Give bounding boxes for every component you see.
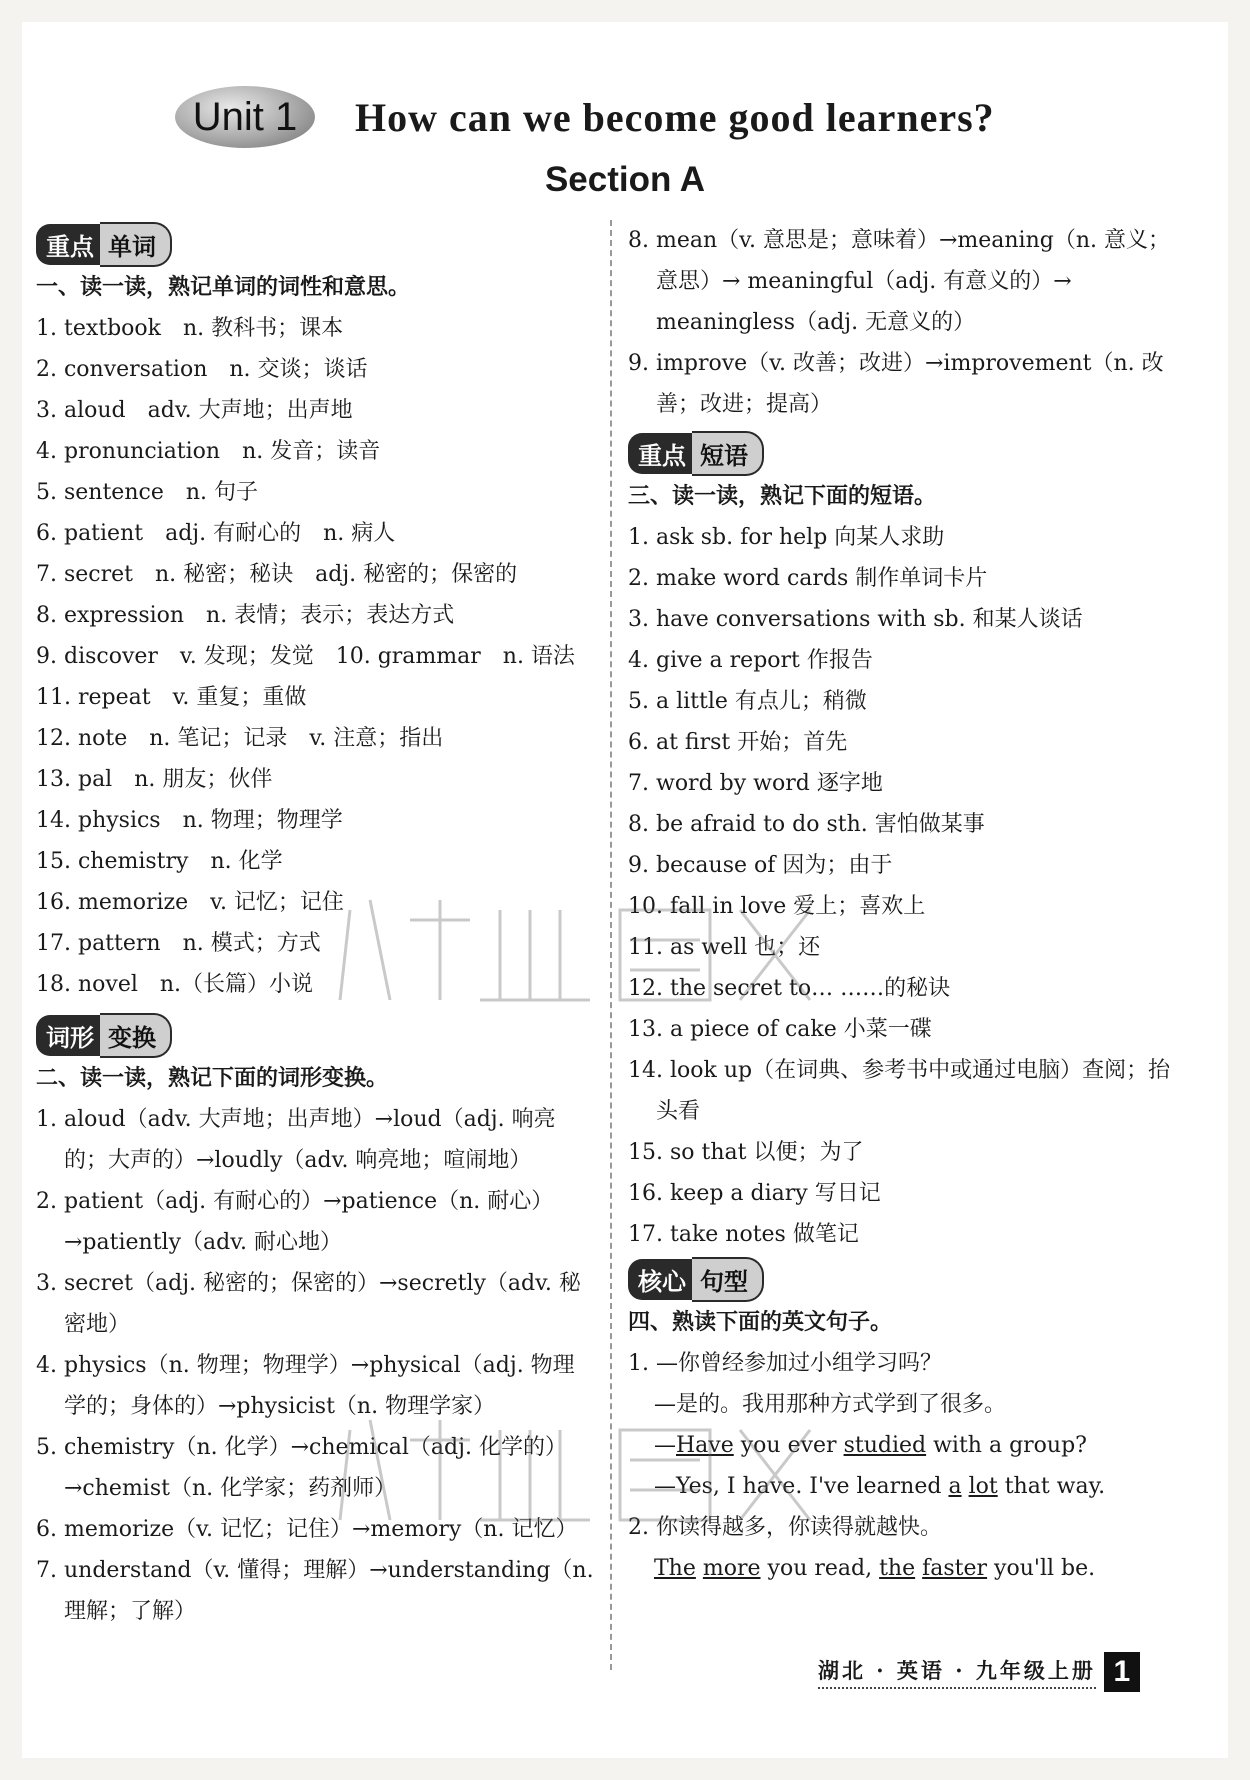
vocab-item: 11. repeat v. 重复；重做 [36, 685, 307, 710]
forms-item: 1. aloud（adv. 大声地；出声地）→loud（adj. 响亮的；大声的）→loudly（adv. 响亮地；喧闹地） [36, 1107, 556, 1173]
forms-item: 5. chemistry（n. 化学）→chemical（adj. 化学的）→chemist（n. 化学家；药剂师） [36, 1435, 567, 1501]
forms-item: 6. memorize（v. 记忆；记住）→memory（n. 记忆） [36, 1517, 578, 1542]
phrase-item: 13. a piece of cake 小菜一碟 [628, 1017, 932, 1042]
watermark-mark-lower [330, 1400, 830, 1540]
vocab-tag-part-b: 单词 [100, 222, 172, 267]
section-title: Section A [544, 160, 706, 199]
forms-item: 8. mean（v. 意思是；意味着）→meaning（n. 意义；意思）→ meaningful（adj. 有意义的）→ meaningless（adj. 无意义的） [628, 228, 1170, 335]
phrase-item: 9. because of 因为；由于 [628, 853, 893, 878]
unit-badge: Unit 1 [175, 86, 315, 148]
forms-tag-part-a: 词形 [36, 1015, 100, 1056]
underlined-word: the [879, 1556, 916, 1581]
vocab-item: 13. pal n. 朋友；伙伴 [36, 767, 273, 792]
vocab-item: 5. sentence n. 句子 [36, 480, 258, 505]
phrases-section-tag [628, 433, 764, 473]
text-fragment: you read, [760, 1556, 880, 1581]
phrases-tag-part-b: 短语 [692, 431, 764, 476]
vocab-item: 7. secret n. 秘密；秘诀 adj. 秘密的；保密的 [36, 562, 518, 587]
phrase-item: 5. a little 有点儿；稍微 [628, 689, 867, 714]
vocab-item: 8. expression n. 表情；表示；表达方式 [36, 603, 455, 628]
underlined-word: The [654, 1556, 696, 1581]
phrase-item: 11. as well 也；还 [628, 935, 821, 960]
vocab-item: 17. pattern n. 模式；方式 [36, 931, 321, 956]
watermark-mark-upper [330, 880, 830, 1020]
phrase-item: 2. make word cards 制作单词卡片 [628, 566, 988, 591]
underlined-word: lot [968, 1474, 998, 1499]
text-fragment: you'll be. [987, 1556, 1096, 1581]
phrase-item: 6. at first 开始；首先 [628, 730, 848, 755]
underlined-word: faster [922, 1556, 988, 1581]
vocab-item: 14. physics n. 物理；物理学 [36, 808, 343, 833]
text-fragment: —Yes, I have. I've learned [654, 1474, 949, 1499]
forms-tag-part-b: 变换 [100, 1013, 172, 1058]
underlined-word: more [702, 1556, 761, 1581]
sentences-section-tag [628, 1259, 764, 1299]
page-number: 1 [1104, 1652, 1140, 1692]
phrase-item: 1. ask sb. for help 向某人求助 [628, 525, 945, 550]
vocab-item: 6. patient adj. 有耐心的 n. 病人 [36, 521, 396, 546]
forms-item: 4. physics（n. 物理；物理学）→physical（adj. 物理学的；身体的）→physicist（n. 物理学家） [36, 1353, 575, 1419]
phrase-item: 3. have conversations with sb. 和某人谈话 [628, 607, 1083, 632]
vocab-item: 16. memorize v. 记忆；记住 [36, 890, 344, 915]
phrase-item: 12. the secret to… ……的秘诀 [628, 976, 951, 1001]
text-fragment: with a group? [926, 1433, 1087, 1458]
vocab-item: 2. conversation n. 交谈；谈话 [36, 357, 368, 382]
sentences-tag-part-b: 句型 [692, 1257, 764, 1302]
underlined-word: Have [676, 1433, 734, 1458]
phrase-item: 10. fall in love 爱上；喜欢上 [628, 894, 926, 919]
forms-item: 9. improve（v. 改善；改进）→improvement（n. 改善；改进；提高） [628, 351, 1164, 417]
unit-header [175, 82, 995, 152]
phrase-item: 14. look up（在词典、参考书中或通过电脑）查阅；抬头看 [628, 1058, 1171, 1124]
phrase-item: 7. word by word 逐字地 [628, 771, 883, 796]
vocab-item: 9. discover v. 发现；发觉 10. grammar n. 语法 [36, 644, 575, 669]
vocab-item: 18. novel n.（长篇）小说 [36, 972, 314, 997]
underlined-word: studied [843, 1433, 927, 1458]
forms-section-tag [36, 1015, 172, 1055]
phrase-item: 4. give a report 作报告 [628, 648, 873, 673]
underlined-word: a [948, 1474, 962, 1499]
vocab-item: 3. aloud adv. 大声地；出声地 [36, 398, 353, 423]
forms-item: 2. patient（adj. 有耐心的）→patience（n. 耐心）→patiently（adv. 耐心地） [36, 1189, 554, 1255]
vocab-item: 12. note n. 笔记；记录 v. 注意；指出 [36, 726, 444, 751]
unit-title: How can we become good learners? [355, 94, 995, 140]
phrase-item: 8. be afraid to do sth. 害怕做某事 [628, 812, 985, 837]
sentences-instruction: 四、熟读下面的英文句子。 [628, 1310, 893, 1335]
forms-item: 7. understand（v. 懂得；理解）→understanding（n. 理解；了解） [36, 1558, 594, 1624]
vocab-item: 1. textbook n. 教科书；课本 [36, 316, 344, 341]
phrase-item: 15. so that 以便；为了 [628, 1140, 864, 1165]
text-fragment: that way. [997, 1474, 1106, 1499]
vocab-section-tag [36, 224, 172, 264]
vocab-tag-part-a: 重点 [36, 224, 100, 265]
vocab-item: 15. chemistry n. 化学 [36, 849, 283, 874]
sentence-1-cn-question: 1. —你曾经参加过小组学习吗？ [628, 1351, 942, 1376]
sentence-2-en [628, 1548, 1188, 1589]
phrases-instruction: 三、读一读，熟记下面的短语。 [628, 484, 937, 509]
sentence-1-cn-answer: —是的。我用那种方式学到了很多。 [654, 1392, 1007, 1417]
sentences-tag-part-a: 核心 [628, 1259, 692, 1300]
phrase-item: 17. take notes 做笔记 [628, 1222, 859, 1247]
text-fragment: you ever [733, 1433, 844, 1458]
phrases-tag-part-a: 重点 [628, 433, 692, 474]
text-fragment [962, 1474, 969, 1499]
sentence-2-cn: 2. 你读得越多，你读得就越快。 [628, 1515, 942, 1540]
forms-item: 3. secret（adj. 秘密的；保密的）→secretly（adv. 秘密地） [36, 1271, 581, 1337]
forms-instruction: 二、读一读，熟记下面的词形变换。 [36, 1066, 389, 1091]
vocab-instruction: 一、读一读，熟记单词的词性和意思。 [36, 275, 411, 300]
vocab-item: 4. pronunciation n. 发音；读音 [36, 439, 381, 464]
footer-book-info: 湖北 · 英语 · 九年级上册 [818, 1655, 1096, 1689]
text-fragment: — [654, 1433, 676, 1458]
page-footer [818, 1652, 1140, 1692]
phrase-item: 16. keep a diary 写日记 [628, 1181, 881, 1206]
